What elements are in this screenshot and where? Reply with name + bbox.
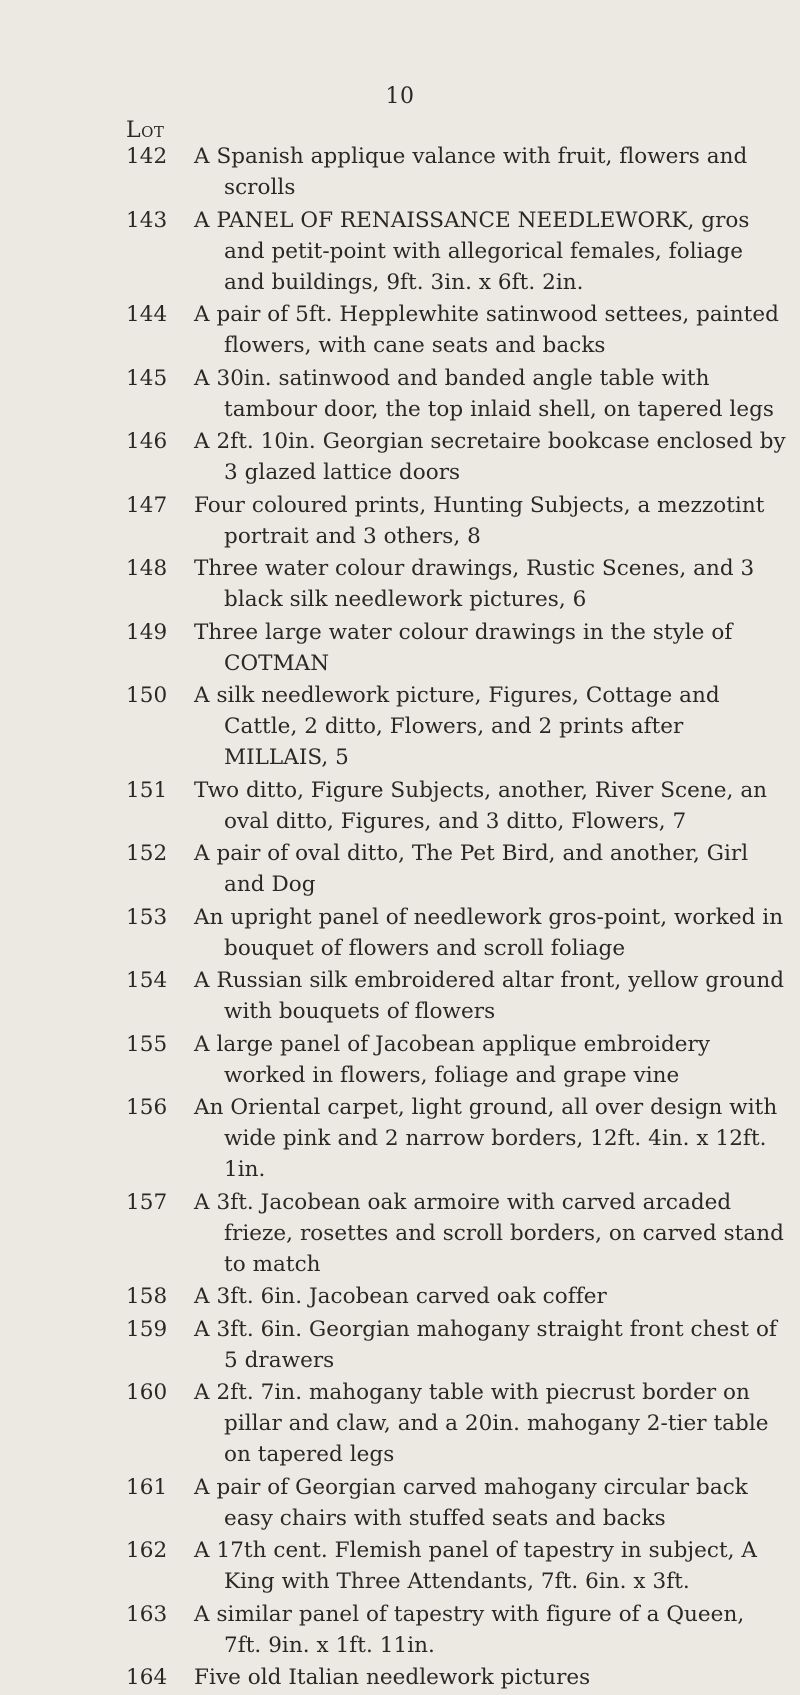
lot-item [126,680,786,773]
lot-item [126,1599,786,1661]
lot-number: 158 [126,1284,168,1309]
lot-item [126,1377,786,1470]
lot-item [126,205,786,298]
lot-item [126,1281,786,1312]
lot-description: Three water colour drawings, Rustic Scenes, and 3 black silk needlework pictures, 6 [194,556,755,612]
lot-description: A Russian silk embroidered altar front, yellow ground with bouquets of flowers [194,968,785,1024]
lot-description: A 3ft. 6in. Georgian mahogany straight front chest of 5 drawers [194,1316,777,1373]
lot-number: 149 [126,619,168,645]
lot-item [126,775,786,837]
lot-description: A silk needlework picture, Figures, Cottage and Cattle, 2 ditto, Flowers, and 2 prints after MILLAIS, 5 [194,683,720,770]
lot-number: 143 [126,207,168,233]
lot-item [126,299,786,361]
lot-item [126,1029,786,1091]
lot-item [126,965,786,1027]
lot-number: 151 [126,777,168,803]
lot-description: A 17th cent. Flemish panel of tapestry in subject, A King with Three Attendants, 7ft. 6in. x 3ft. [194,1538,757,1594]
lot-number: 162 [126,1538,168,1563]
lot-number: 164 [126,1665,168,1690]
lot-number: 145 [126,365,168,391]
lot-description: A Spanish applique valance with fruit, flowers and scrolls [194,144,748,200]
lot-description: Five old Italian needlework pictures [194,1665,591,1690]
lot-item [126,1472,786,1534]
lot-item [126,1662,786,1693]
lot-item [126,426,786,488]
lot-description: A similar panel of tapestry with figure of a Queen, 7ft. 9in. x 1ft. 11in. [194,1601,745,1658]
lot-item [126,363,786,425]
lot-description: A pair of oval ditto, The Pet Bird, and another, Girl and Dog [194,841,749,897]
lot-description: A 2ft. 10in. Georgian secretaire bookcase enclosed by 3 glazed lattice doors [194,429,786,485]
lot-description: A pair of Georgian carved mahogany circular back easy chairs with stuffed seats and backs [194,1474,748,1531]
lot-number: 150 [126,683,168,708]
lot-item [126,1314,786,1376]
lot-number: 144 [126,302,168,327]
lot-number: 154 [126,968,168,993]
lot-list [126,141,786,1695]
lot-description: A large panel of Jacobean applique embroidery worked in flowers, foliage and grape vine [194,1031,711,1088]
lot-description: A pair of 5ft. Hepplewhite satinwood settees, painted flowers, with cane seats and backs [194,302,779,358]
lot-item [126,553,786,615]
lot-description: A 3ft. 6in. Jacobean carved oak coffer [194,1284,607,1309]
lot-description: A 30in. satinwood and banded angle table with tambour door, the top inlaid shell, on tapered legs [194,365,775,422]
lot-number: 146 [126,429,168,454]
lot-item [126,838,786,900]
lot-item [126,1092,786,1185]
lot-number: 156 [126,1095,168,1120]
lot-number: 163 [126,1601,168,1627]
lot-number: 160 [126,1380,168,1405]
lot-number: 148 [126,556,168,581]
lot-number: 142 [126,144,168,169]
lot-item [126,1535,786,1597]
lot-number: 161 [126,1474,168,1500]
lot-number: 159 [126,1316,168,1342]
lot-item [126,1187,786,1280]
page-number: 10 [385,84,415,109]
lot-description: An Oriental carpet, light ground, all over design with wide pink and 2 narrow borders, 12ft. 4in. x 12ft. 1in. [194,1095,778,1182]
lot-item [126,490,786,552]
lot-description: A 3ft. Jacobean oak armoire with carved arcaded frieze, rosettes and scroll borders, on carved stand to match [194,1189,784,1277]
lot-description: An upright panel of needlework gros-point, worked in bouquet of flowers and scroll foliage [194,904,784,961]
lot-column-header: Lot [126,118,165,143]
lot-description: A PANEL OF RENAISSANCE NEEDLEWORK, gros and petit-point with allegorical females, foliage and buildings, 9ft. 3in. x 6ft. 2in. [194,207,750,295]
lot-number: 153 [126,904,168,930]
lot-description: Two ditto, Figure Subjects, another, River Scene, an oval ditto, Figures, and 3 ditto, Flowers, 7 [194,777,768,834]
lot-number: 155 [126,1031,168,1057]
lot-description: A 2ft. 7in. mahogany table with piecrust border on pillar and claw, and a 20in. mahogany 2-tier table on tapered legs [194,1380,769,1467]
lot-item [126,141,786,203]
lot-description: Three large water colour drawings in the style of COTMAN [194,619,733,676]
lot-item [126,902,786,964]
lot-number: 147 [126,492,168,518]
lot-item [126,617,786,679]
lot-number: 157 [126,1189,168,1215]
lot-description: Four coloured prints, Hunting Subjects, a mezzotint portrait and 3 others, 8 [194,492,765,549]
lot-number: 152 [126,841,168,866]
